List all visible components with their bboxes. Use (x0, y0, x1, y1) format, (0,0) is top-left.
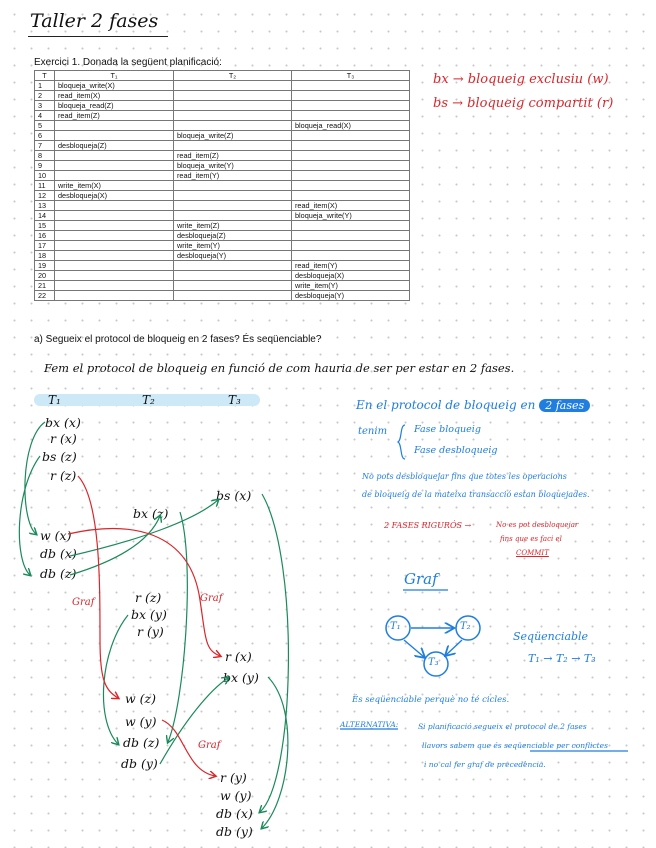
t2-op: bx (z) (133, 506, 169, 521)
notes-fase-bloqueig: Fase bloqueig (414, 424, 481, 435)
schedule-col-header: T₃ (292, 71, 410, 81)
seq-label: Seqüenciable (513, 630, 589, 643)
arrow-w-x-to-r-x (68, 529, 223, 656)
schedule-step-number: 1 (35, 81, 55, 91)
exercise-heading: Exercici 1. Donada la següent planificació: (34, 57, 222, 68)
schedule-step-number: 15 (35, 221, 55, 231)
schedule-step-number: 12 (35, 191, 55, 201)
graf-title: Graf (404, 570, 438, 588)
alt-line1: Si planificació segueix el protocol de 2 fases (418, 722, 587, 731)
schedule-step-number: 7 (35, 141, 55, 151)
schedule-cell: read_item(Z) (55, 111, 174, 121)
t2-op: r (z) (135, 590, 162, 605)
graf-label-3: Graf (198, 740, 221, 751)
arrow-bs-z-to-db-z (19, 456, 40, 575)
t3-op: db (y) (216, 824, 253, 839)
rule-line1: No pots desbloquejar fins que totes les operacions (362, 472, 567, 481)
node-label-t3: T₃ (428, 657, 439, 668)
t1-op: r (z) (50, 468, 77, 483)
schedule-cell: bloqueja_read(Z) (55, 101, 174, 111)
t2-op: bx (y) (131, 607, 167, 622)
schedule-cell: bloqueja_write(Y) (174, 161, 292, 171)
t3-op: w (y) (220, 788, 252, 803)
schedule-step-number: 19 (35, 261, 55, 271)
t2-op: w (z) (125, 691, 157, 706)
alt-line2: llavors sabem que és seqüenciable per conflictes (422, 741, 608, 750)
schedule-cell: read_item(Z) (174, 151, 292, 161)
schedule-cell: desbloqueja(Z) (55, 141, 174, 151)
arrow-r-z-to-w-z (78, 476, 118, 698)
schedule-step-number: 4 (35, 111, 55, 121)
schedule-col-header: T (35, 71, 55, 81)
schedule-step-number: 5 (35, 121, 55, 131)
t3-op: bs (x) (216, 488, 252, 503)
schedule-step-number: 17 (35, 241, 55, 251)
schedule-step-number: 2 (35, 91, 55, 101)
schedule-step-number: 11 (35, 181, 55, 191)
notes-fase-desbloqueig: Fase desbloqueig (414, 445, 498, 456)
t3-op: db (x) (216, 806, 253, 821)
rigorous-line1: No es pot desbloquejar (496, 521, 579, 529)
t3-op: bx (y) (223, 670, 259, 685)
schedule-cell: write_item(Z) (174, 221, 292, 231)
rigorous-label: 2 FASES RIGURÓS → (384, 521, 472, 530)
page-title: Taller 2 fases (30, 10, 159, 32)
conclusion: És seqüenciable perquè no té cicles. (352, 695, 510, 705)
schedule-cell: write_item(X) (55, 181, 174, 191)
notes-tenim: tenim (358, 426, 388, 437)
schedule-step-number: 16 (35, 231, 55, 241)
t2-op: db (y) (121, 756, 158, 771)
brace (398, 425, 405, 459)
arrow-bx-y-to-db-y (103, 615, 128, 744)
schedule-step-number: 10 (35, 171, 55, 181)
schedule-cell: desbloqueja(Y) (174, 251, 292, 261)
t1-op: bx (x) (45, 415, 81, 430)
rigorous-line2: fins que es faci el (500, 535, 562, 543)
t1-op: w (x) (40, 528, 72, 543)
schedule-cell: desbloqueja(Y) (292, 291, 410, 301)
header-t3: T₃ (228, 393, 241, 407)
intro-sentence: Fem el protocol de bloqueig en funció de com hauria de ser per estar en 2 fases. (44, 361, 515, 375)
node-label-t1: T₁ (390, 621, 401, 632)
t1-op: r (x) (50, 431, 77, 446)
schedule-step-number: 14 (35, 211, 55, 221)
arrow-bx-z-to-db-z (168, 512, 187, 742)
notes-line1 (356, 398, 590, 412)
schedule-cell: read_item(X) (55, 91, 174, 101)
node-label-t2: T₂ (460, 621, 471, 632)
schedule-cell: desbloqueja(Z) (174, 231, 292, 241)
rigorous-commit: COMMIT (516, 549, 549, 557)
schedule-cell: read_item(X) (292, 201, 410, 211)
edge-t1-t3 (404, 640, 424, 657)
two-phase-tag: 2 fases (539, 399, 590, 412)
alt-line3: i no cal fer graf de precedència. (424, 760, 546, 769)
t2-op: w (y) (125, 714, 157, 729)
t1-op: db (x) (40, 546, 77, 561)
schedule-step-number: 6 (35, 131, 55, 141)
schedule-col-header: T₂ (174, 71, 292, 81)
seq-order: T₁ → T₂ → T₃ (528, 652, 596, 665)
t2-op: r (y) (137, 624, 164, 639)
t3-op: r (x) (225, 649, 252, 664)
schedule-step-number: 9 (35, 161, 55, 171)
arrow-bs-x-to-db-x (260, 494, 288, 812)
header-t1: T₁ (48, 393, 61, 407)
alt-label: ALTERNATIVA: (340, 720, 399, 729)
t1-op: bs (z) (42, 449, 77, 464)
schedule-step-number: 13 (35, 201, 55, 211)
legend-bs: bs → bloqueig compartit (r) (433, 96, 614, 111)
t1-op: db (z) (40, 566, 77, 581)
schedule-col-header: T₁ (55, 71, 174, 81)
schedule-cell: bloqueja_write(X) (55, 81, 174, 91)
schedule-step-number: 18 (35, 251, 55, 261)
t2-op: db (z) (123, 735, 160, 750)
graf-label-2: Graf (200, 593, 223, 604)
notes-line1-text: En el protocol de bloqueig en (356, 398, 536, 412)
rule-line2: de bloqueig de la mateixa transacció estan bloquejades. (362, 490, 590, 499)
t3-op: r (y) (220, 770, 247, 785)
schedule-step-number: 8 (35, 151, 55, 161)
question-a: a) Segueix el protocol de bloqueig en 2 fases? És seqüenciable? (34, 334, 322, 345)
schedule-cell: write_item(Y) (292, 281, 410, 291)
schedule-cell: read_item(Y) (174, 171, 292, 181)
edge-t2-t3 (446, 640, 462, 655)
schedule-cell: write_item(Y) (174, 241, 292, 251)
schedule-cell: bloqueja_read(X) (292, 121, 410, 131)
schedule-step-number: 21 (35, 281, 55, 291)
schedule-step-number: 20 (35, 271, 55, 281)
schedule-cell: bloqueja_write(Z) (174, 131, 292, 141)
schedule-cell: bloqueja_write(Y) (292, 211, 410, 221)
schedule-step-number: 3 (35, 101, 55, 111)
arrow-db-y-to-bx-y (160, 678, 228, 764)
schedule-cell: desbloqueja(X) (292, 271, 410, 281)
legend-bx: bx → bloqueig exclusiu (w) (433, 72, 609, 87)
arrow-db-z-to-bx-z (70, 516, 160, 575)
schedule-cell: read_item(Y) (292, 261, 410, 271)
schedule-step-number: 22 (35, 291, 55, 301)
graf-label-1: Graf (72, 597, 95, 608)
header-t2: T₂ (142, 393, 155, 407)
schedule-cell: desbloqueja(X) (55, 191, 174, 201)
